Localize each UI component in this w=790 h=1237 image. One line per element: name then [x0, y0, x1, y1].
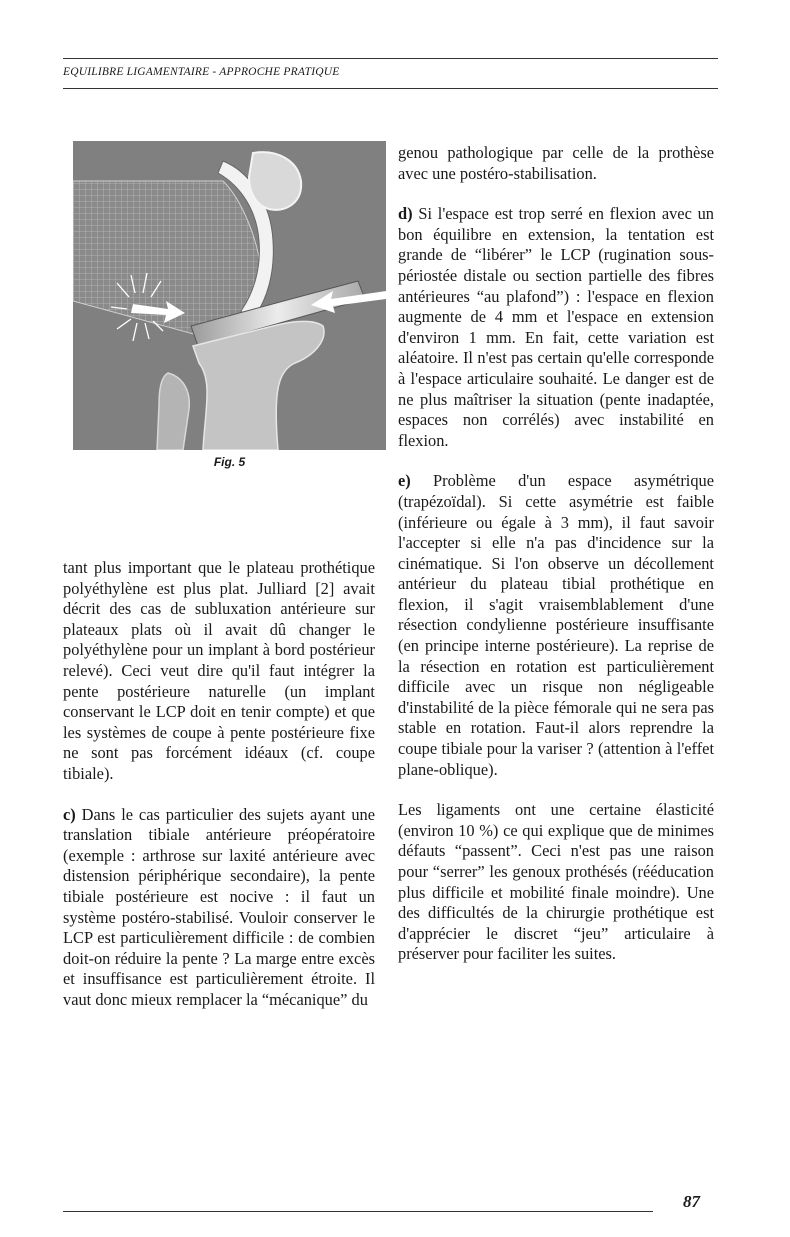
right-paragraph-2-text: Si l'espace est trop serré en flexion avec un bon équilibre en extension, la tentation est grande de “libérer” le LCP (rugination sous-périostée distale ou section partielle des fibres antérieures “au plafond”) : l'espace en flexion augmente de 4 mm et l'espace en extension d'environ 1 mm. En fait, cette variation est aléatoire. Il n'est pas certain qu'elle corresponde à l'espace articulaire souhaité. Le danger est de ne plus maîtriser la situation (pente inadaptée, espaces non corrélés) avec instabilité en flexion.	[398, 204, 714, 450]
right-paragraph-3	[398, 471, 714, 780]
right-column	[398, 143, 714, 965]
item-label-d: d)	[398, 204, 413, 224]
header-rule	[63, 88, 718, 89]
top-rule	[63, 58, 718, 59]
figure-caption: Fig. 5	[213, 455, 246, 469]
right-paragraph-2	[398, 204, 714, 451]
left-paragraph-2-text: Dans le cas particulier des sujets ayant une translation tibiale antérieure préopératoire (exemple : arthrose sur laxité antérieure avec distension périphérique secondaire), la pente tibiale postérieure est nocive : il faut un système postéro-stabilisé. Vouloir conserver le LCP est particulièrement difficile : de combien doit-on réduire la pente ? La marge entre excès et insuffisance est particulièrement étroite. Il vaut donc mieux remplacer la “mécanique” du	[63, 804, 375, 1009]
page-number: 87	[683, 1192, 700, 1211]
running-header: EQUILIBRE LIGAMENTAIRE - APPROCHE PRATIQUE	[63, 66, 340, 78]
knee-figure	[73, 141, 386, 450]
right-paragraph-1: genou pathologique par celle de la prothèse avec une postéro-stabilisation.	[398, 143, 714, 183]
left-paragraph-2	[63, 805, 375, 1011]
footer-rule	[63, 1211, 653, 1212]
knee-xray-illustration-icon	[73, 141, 386, 450]
right-paragraph-4: Les ligaments ont une certaine élasticité (environ 10 %) ce qui explique que de minimes défauts “passent”. Ceci n'est pas une raison pour “serrer” les genoux prothésés (rééducation plus difficile et mobilité finale moindre). Une des difficultés de la chirurgie prothétique est d'apprécier le discret “jeu” articulaire à préserver pour faciliter les suites.	[398, 800, 714, 964]
item-label-e: e)	[398, 471, 411, 491]
left-column	[63, 558, 375, 1010]
right-paragraph-3-text: Problème d'un espace asymétrique (trapézoïdal). Si cette asymétrie est faible (inférieure ou égale à 3 mm), il faut savoir l'accepter si elle n'a pas d'incidence sur la cinématique. Si l'on observe un décollement antérieur du plateau tibial prothétique en flexion, il s'agit vraisemblablement d'une résection condylienne postérieure insuffisante (en principe interne postérieure). La reprise de la résection en rotation est particulièrement difficile avec un risque non négligeable d'instabilité de la pièce fémorale qui ne sera pas stable en rotation. Faut-il alors reprendre la coupe tibiale pour la variser ? (attention à l'effet plane-oblique).	[398, 471, 714, 779]
item-label-c: c)	[63, 804, 76, 824]
left-paragraph-1: tant plus important que le plateau prothétique polyéthylène est plus plat. Julliard [2] avait décrit des cas de subluxation antérieure sur plateaux plats où il avait dû changer le polyéthylène pour un implant à bord postérieur relevé). Ceci veut dire qu'il faut intégrer la pente postérieure naturelle (un implant conservant le LCP doit en tenir compte) et que les systèmes de coupe à pente postérieure fixe ne sont pas forcément idéaux (cf. coupe tibiale).	[63, 558, 375, 783]
